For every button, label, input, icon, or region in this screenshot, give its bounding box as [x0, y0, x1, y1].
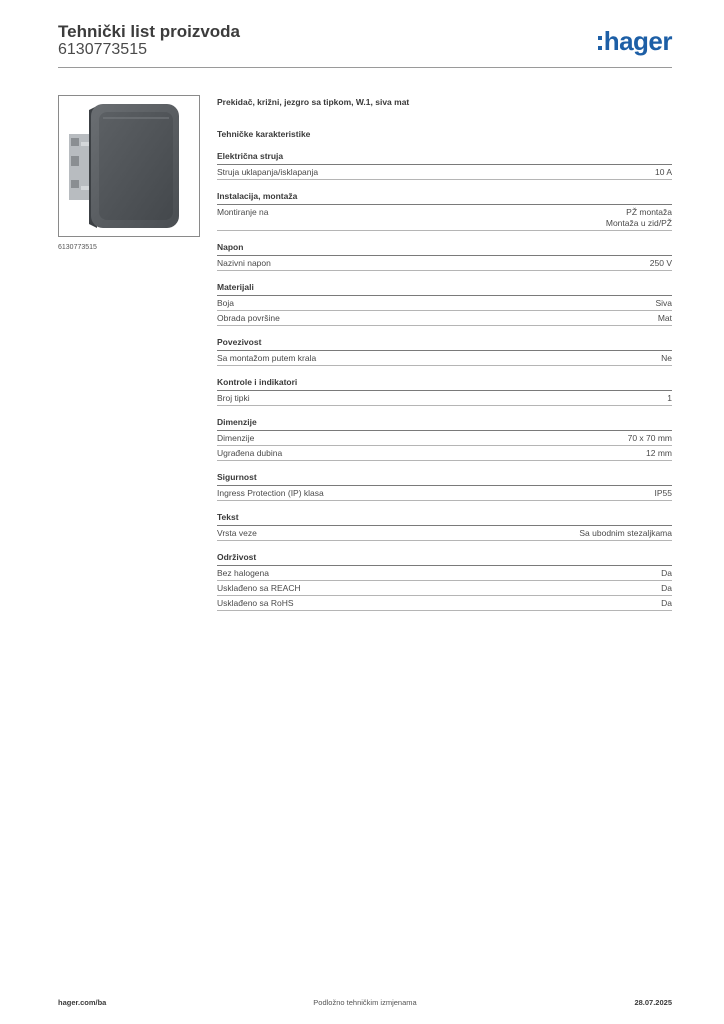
spec-group	[217, 511, 672, 541]
spec-label: Ugrađena dubina	[217, 448, 283, 458]
spec-group	[217, 241, 672, 271]
spec-value-line: IP55	[654, 488, 672, 498]
spec-label: Dimenzije	[217, 433, 255, 443]
spec-row	[217, 391, 672, 406]
spec-label: Ingress Protection (IP) klasa	[217, 488, 324, 498]
section-heading: Tehničke karakteristike	[217, 129, 311, 139]
switch-product-icon	[59, 96, 199, 236]
footer-website: hager.com/ba	[58, 998, 107, 1007]
spec-label: Vrsta veze	[217, 528, 257, 538]
spec-value-line: Ne	[661, 353, 672, 363]
spec-group-title: Materijali	[217, 281, 672, 296]
spec-group-title: Kontrole i indikatori	[217, 376, 672, 391]
spec-group-title: Tekst	[217, 511, 672, 526]
spec-value	[655, 167, 672, 178]
hager-logo	[598, 26, 672, 56]
spec-group-title: Električna struja	[217, 150, 672, 165]
document-title: Tehnički list proizvoda	[58, 22, 240, 41]
spec-value	[661, 583, 672, 594]
spec-group	[217, 190, 672, 231]
spec-label: Usklađeno sa RoHS	[217, 598, 294, 608]
logo-dots-icon	[598, 36, 602, 50]
spec-value	[628, 433, 672, 444]
spec-row	[217, 256, 672, 271]
spec-value	[661, 598, 672, 609]
spec-row	[217, 526, 672, 541]
footer-date: 28.07.2025	[634, 998, 672, 1007]
spec-group-title: Instalacija, montaža	[217, 190, 672, 205]
spec-value	[606, 207, 672, 229]
spec-group	[217, 551, 672, 611]
spec-value	[661, 568, 672, 579]
spec-label: Broj tipki	[217, 393, 250, 403]
spec-row	[217, 351, 672, 366]
spec-value-line: PŽ montaža	[626, 207, 672, 217]
spec-label: Sa montažom putem krala	[217, 353, 317, 363]
product-name: Prekidač, križni, jezgro sa tipkom, W.1, siva mat	[217, 97, 410, 107]
spec-row	[217, 165, 672, 180]
logo-text: hager	[603, 26, 672, 56]
spec-value-line: 250 V	[649, 258, 672, 268]
spec-value-line: Siva	[655, 298, 672, 308]
spec-content	[217, 96, 672, 611]
page-footer	[58, 998, 672, 1010]
spec-label: Boja	[217, 298, 235, 308]
spec-value-line: Da	[661, 583, 672, 593]
spec-value	[655, 488, 673, 499]
spec-value-line: Sa ubodnim stezaljkama	[579, 528, 672, 538]
page-header	[58, 20, 672, 70]
spec-row	[217, 486, 672, 501]
spec-group	[217, 281, 672, 326]
spec-value-line: 10 A	[654, 167, 672, 177]
spec-group	[217, 376, 672, 406]
spec-group-title: Održivost	[217, 551, 672, 566]
spec-value-line: Mat	[657, 313, 672, 323]
spec-value-line: Da	[661, 598, 672, 608]
product-image-caption: 6130773515	[58, 244, 97, 251]
spec-value	[667, 393, 672, 404]
spec-group-title: Dimenzije	[217, 416, 672, 431]
spec-value	[658, 313, 672, 324]
spec-row	[217, 205, 672, 231]
spec-value	[650, 258, 672, 269]
spec-value-line: 70 x 70 mm	[627, 433, 672, 443]
spec-label: Struja uklapanja/isklapanja	[217, 167, 319, 177]
spec-group-title: Napon	[217, 241, 672, 256]
spec-group-title: Sigurnost	[217, 471, 672, 486]
spec-value-line: 12 mm	[646, 448, 672, 458]
spec-row	[217, 566, 672, 581]
spec-group	[217, 471, 672, 501]
spec-value	[646, 448, 672, 459]
footer-notice: Podložno tehničkim izmjenama	[313, 998, 417, 1007]
spec-label: Usklađeno sa REACH	[217, 583, 301, 593]
spec-value	[655, 298, 672, 309]
spec-value	[661, 353, 672, 364]
spec-label: Nazivni napon	[217, 258, 271, 268]
spec-group	[217, 336, 672, 366]
spec-value	[579, 528, 672, 539]
spec-value-line: Da	[661, 568, 672, 578]
spec-groups	[217, 150, 672, 611]
spec-label: Bez halogena	[217, 568, 269, 578]
spec-row	[217, 581, 672, 596]
spec-label: Obrada površine	[217, 313, 280, 323]
spec-row	[217, 296, 672, 311]
spec-row	[217, 446, 672, 461]
spec-value-line: 1	[667, 393, 672, 403]
product-image	[58, 95, 200, 237]
spec-value-line: Montaža u zid/PŽ	[605, 218, 672, 228]
spec-group	[217, 150, 672, 180]
product-number: 6130773515	[58, 41, 147, 58]
header-divider	[58, 67, 672, 68]
spec-group	[217, 416, 672, 461]
spec-label: Montiranje na	[217, 207, 269, 217]
spec-row	[217, 431, 672, 446]
spec-row	[217, 596, 672, 611]
spec-group-title: Povezivost	[217, 336, 672, 351]
spec-row	[217, 311, 672, 326]
